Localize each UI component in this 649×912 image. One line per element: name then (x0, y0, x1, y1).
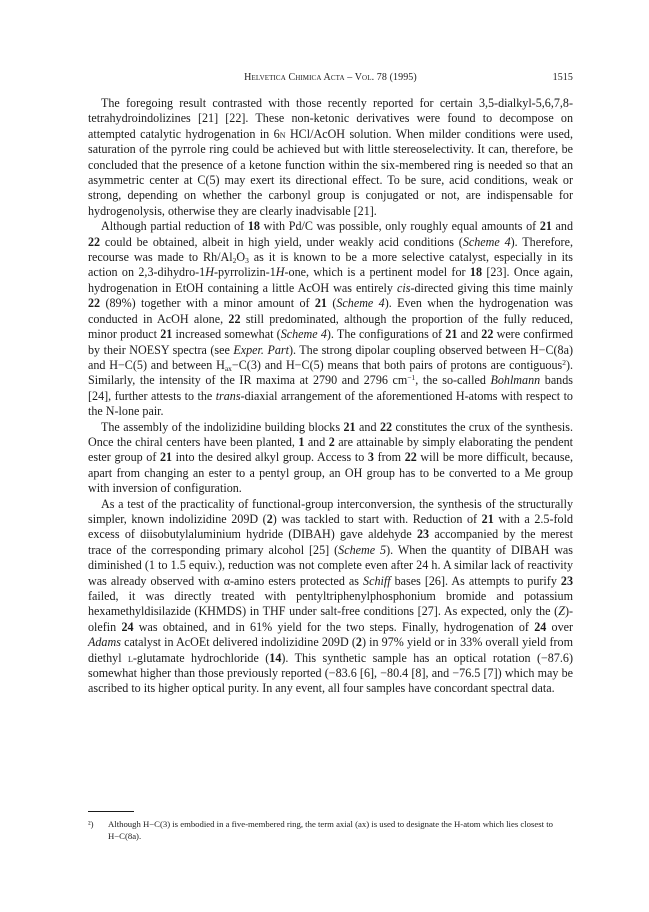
paragraph-3: The assembly of the indolizidine building blocks 21 and 22 constitutes the crux of the synthesis. Once the chiral centers have been planted, 1 and 2 are attainable by simply elaborating the pendent ester group of 21 into the desired alkyl group. Access to 3 from 22 will be more difficult, because, apart from changing an ester to a pentyl group, an OH group has to be converted to a Me group with inversion of configuration. (88, 419, 573, 496)
paragraph-4: As a test of the practicality of functional-group interconversion, the synthesis of the structurally simpler, known indolizidine 209D (2) was tackled to start with. Reduction of 21 with a 2.5-fold excess of diisobutylaluminium hydride (DIBAH) gave aldehyde 23 accompanied by the merest trace of the corresponding primary alcohol [25] (Scheme 5). When the quantity of DIBAH was diminished (1 to 1.5 equiv.), reduction was not complete even after 24 h. A similar lack of reactivity was already observed with α-amino esters protected as Schiff bases [26]. As attempts to purify 23 failed, it was directly treated with pentyltriphenylphosphonium bromide and potassium hexamethyldisilazide (KHMDS) in THF under salt-free conditions [27]. As expected, only the (Z)-olefin 24 was obtained, and in 61% yield for the two steps. Finally, hydrogenation of 24 over Adams catalyst in AcOEt delivered indolizidine 209D (2) in 97% yield or in 33% overall yield from diethyl l-glutamate hydrochloride (14). This synthetic sample has an optical rotation (−87.6) somewhat higher than those previously reported (−83.6 [6], −80.4 [8], and −76.5 [7]) which may be ascribed to its higher optical purity. In any event, all four samples have concordant spectral data. (88, 496, 574, 696)
footnote-text: Although H−C(3) is embodied in a five-membered ring, the term axial (ax) is used to designate the H-atom which lies closest to H−C(8a). (108, 819, 553, 841)
footnote-rule (88, 811, 134, 812)
paragraph-1: The foregoing result contrasted with those recently reported for certain 3,5-dialkyl-5,6,7,8-tetrahydroindolizines [21] [22]. These non-ketonic derivatives were found to decompose on attempted catalytic hydrogenation in 6n HCl/AcOH solution. When milder conditions were used, saturation of the pyrrole ring could be achieved but with little stereoselectivity. It can, therefore, be concluded that the presence of a ketone function within the six-membered ring is needed so that an asymmetric center at C(5) may exert its directional effect. To be sure, acid conditions, weak or strong, depending on whether the carbonyl group is conjugated or not, are indispensable for hydrogenolysis, otherwise they are clearly inadvisable [21]. (88, 96, 573, 218)
paragraph-2: Although partial reduction of 18 with Pd/C was possible, only roughly equal amounts of 21 and 22 could be obtained, albeit in high yield, under weakly acid conditions (Scheme 4). Therefore, recourse was made to $Rh/Al_2O_3$ as it is known to be a more selective catalyst, especially in its action on 2,3-dihydro-1H-pyrrolizin-1H-one, which is a pertinent model for 18 [23]. Once again, hydrogenation in EtOH containing a little AcOH was entirely cis-directed giving this time mainly 22 (89%) together with a minor amount of 21 (Scheme 4). Even when the hydrogenation was conducted in AcOH alone, 22 still predominated, although the proportion of the fully reduced, minor product 21 increased somewhat (Scheme 4). The configurations of 21 and 22 were confirmed by their NOESY spectra (see Exper. Part). The strong dipolar coupling observed between H−C(8a) and H−C(5) and between $H_{ax}-C(3)$ and H−C(5) means that both pairs of protons are contiguous$^2$). Similarly, the intensity of the IR maxima at 2790 and 2796 $cm^{-1}$, the so-called Bohlmann bands [24], further attests to the trans-diaxial arrangement of the aforementioned H-atoms with respect to the N-lone pair. (88, 219, 574, 419)
page-number: 1515 (552, 72, 573, 83)
footnote-mark: ²) (88, 819, 94, 829)
journal-title: Helvetica Chimica Acta – Vol. 78 (1995) (244, 72, 417, 83)
running-header (88, 72, 573, 86)
body-text (88, 96, 573, 697)
footnote (88, 818, 573, 842)
